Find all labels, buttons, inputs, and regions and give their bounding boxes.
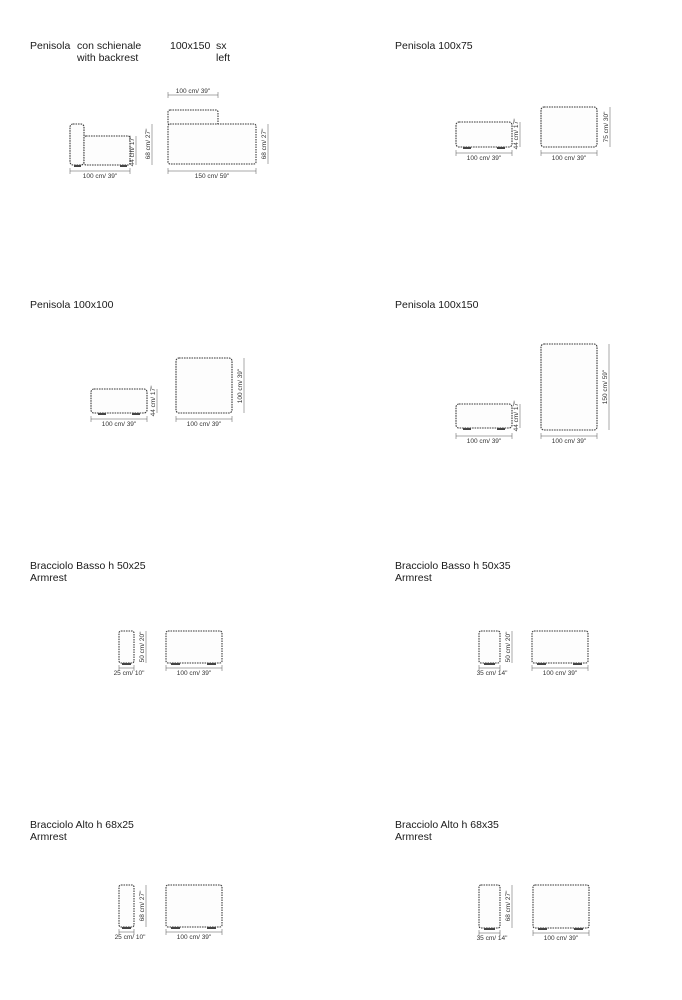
dim-plan-width: 100 cm/ 39" (186, 421, 222, 428)
side-view (70, 124, 152, 180)
dim-plan-depth: 68 cm/ 27" (261, 128, 268, 160)
subtitle-italian: con schienale (77, 40, 142, 52)
dim-height: 68 cm/ 27" (505, 890, 512, 922)
drawing-penisola-100x150 (456, 344, 609, 445)
drawing-penisola-100x100 (91, 358, 244, 428)
dim-height: 44 cm/ 17" (150, 385, 157, 417)
dim-total-height: 68 cm/ 27" (145, 128, 152, 160)
dim-width: 25 cm/ 10" (113, 670, 145, 677)
dim-height: 50 cm/ 20" (139, 631, 146, 663)
dim-width: 100 cm/ 39" (466, 155, 502, 162)
dim-length: 100 cm/ 39" (176, 670, 212, 677)
section-subtitle-armrest: Armrest (30, 831, 67, 843)
dim-width: 35 cm/ 14" (476, 935, 508, 942)
section-title-penisola-100x150: Penisola 100x150 (395, 299, 479, 311)
section-title-penisola-100x100: Penisola 100x100 (30, 299, 114, 311)
section-title-penisola-backrest: Penisola (30, 40, 71, 52)
drawing-penisola-100x75 (456, 107, 610, 162)
size-label: 100x150 (170, 40, 211, 52)
dim-length: 100 cm/ 39" (543, 935, 579, 942)
section-title-bracciolo-basso-25: Bracciolo Basso h 50x25 (30, 560, 146, 572)
drawing-bracciolo-alto-35 (477, 885, 589, 942)
dim-plan-depth: 75 cm/ 30" (603, 111, 610, 143)
dim-height: 50 cm/ 20" (505, 631, 512, 663)
dim-backrest-width: 100 cm/ 39" (175, 88, 211, 95)
section-title-bracciolo-basso-35: Bracciolo Basso h 50x35 (395, 560, 511, 572)
drawing-bracciolo-alto-25 (115, 885, 222, 941)
section-title-bracciolo-alto-35: Bracciolo Alto h 68x35 (395, 819, 499, 831)
dim-height: 68 cm/ 27" (139, 890, 146, 922)
section-title-penisola-100x75: Penisola 100x75 (395, 40, 473, 52)
dim-height: 44 cm/ 17" (513, 400, 520, 432)
section-subtitle-armrest: Armrest (395, 831, 432, 843)
subtitle-english: with backrest (77, 52, 139, 64)
dim-plan-depth: 150 cm/ 59" (602, 369, 609, 405)
drawing-bracciolo-basso-25 (114, 631, 222, 677)
dim-height: 44 cm/ 17" (513, 118, 520, 150)
dim-width: 100 cm/ 39" (466, 438, 502, 445)
dim-plan-width: 100 cm/ 39" (551, 438, 587, 445)
dim-width: 35 cm/ 14" (476, 670, 508, 677)
drawing-penisola-backrest (70, 88, 268, 180)
dim-seat-height: 44 cm/ 17" (129, 135, 136, 167)
plan-view (168, 88, 268, 180)
dim-side-width: 100 cm/ 39" (82, 173, 118, 180)
dim-plan-depth: 100 cm/ 39" (237, 368, 244, 404)
side-italian: sx (216, 40, 227, 52)
dim-width: 100 cm/ 39" (101, 421, 137, 428)
dim-width: 25 cm/ 10" (114, 934, 146, 941)
section-subtitle-armrest: Armrest (395, 572, 432, 584)
section-subtitle-armrest: Armrest (30, 572, 67, 584)
dim-plan-width: 150 cm/ 59" (194, 173, 230, 180)
dim-length: 100 cm/ 39" (542, 670, 578, 677)
section-title-bracciolo-alto-25: Bracciolo Alto h 68x25 (30, 819, 134, 831)
dim-length: 100 cm/ 39" (176, 934, 212, 941)
drawing-bracciolo-basso-35 (477, 631, 588, 677)
dim-plan-width: 100 cm/ 39" (551, 155, 587, 162)
side-english: left (216, 52, 231, 64)
